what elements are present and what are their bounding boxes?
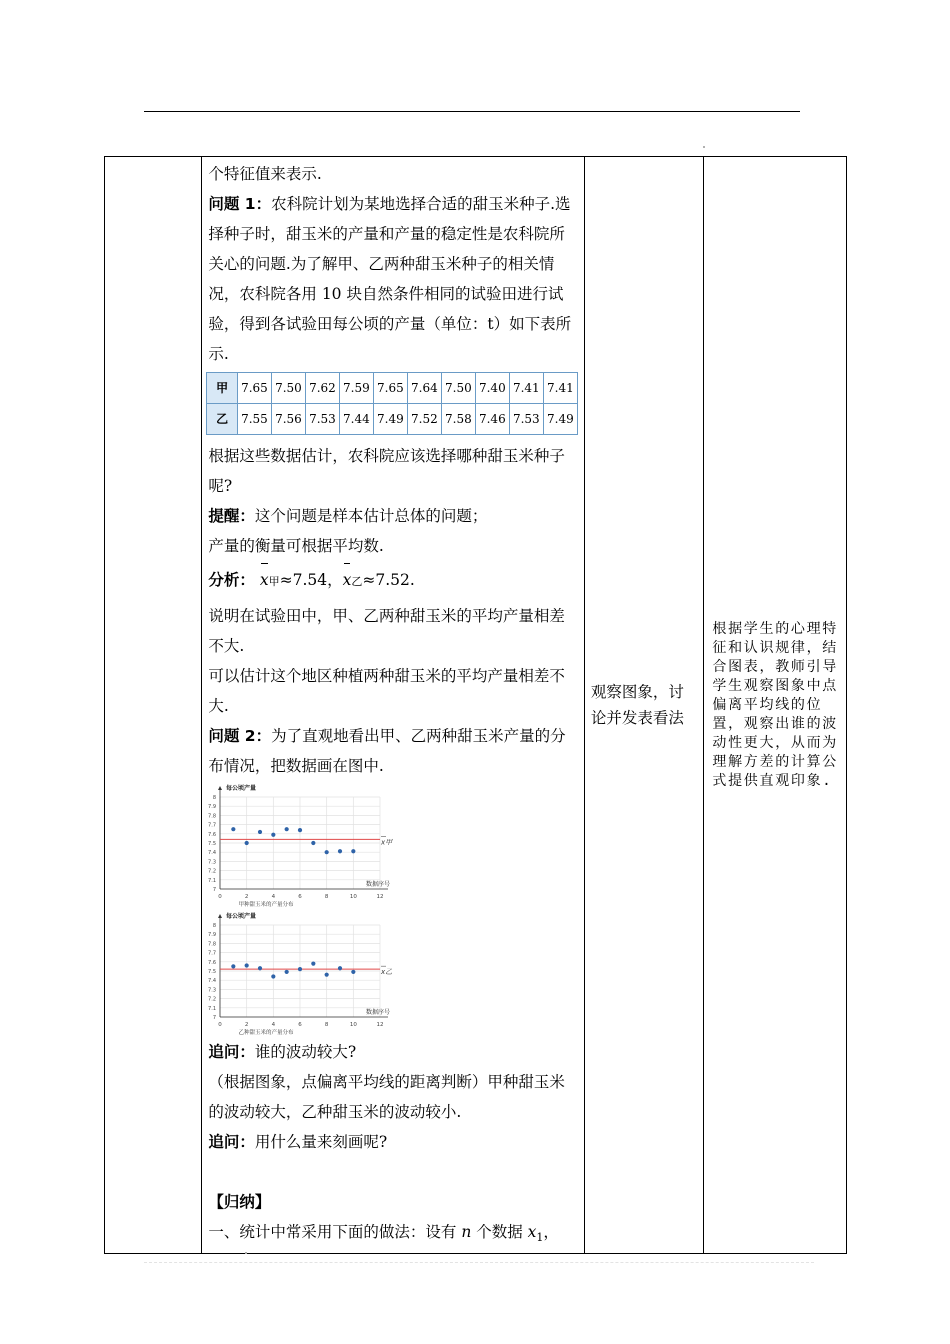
- x-tick-label: 2: [245, 1022, 249, 1028]
- followup-1: [208, 1037, 578, 1067]
- data-point: [325, 973, 329, 977]
- question-1-ask: 根据这些数据估计，农科院应该选择哪种甜玉米种子呢?: [208, 447, 565, 495]
- intro-tail: 个特征值来表示.: [208, 165, 322, 183]
- hint-line-1: [208, 501, 578, 531]
- data-point: [325, 850, 329, 854]
- x-tick-label: 2: [245, 894, 249, 900]
- analysis-formula: [208, 561, 578, 601]
- data-point: [352, 970, 356, 974]
- data-point: [338, 966, 342, 970]
- data-point: [258, 830, 262, 834]
- lesson-table: [104, 156, 847, 1254]
- summary-text-c: ，: [543, 1223, 559, 1241]
- followup-2-label: 追问：: [208, 1133, 255, 1151]
- summary-text-b: 个数据: [471, 1223, 528, 1241]
- x-tick-label: 6: [298, 1022, 303, 1028]
- yield-cell: 7.64: [407, 373, 441, 404]
- summary-x1-sub: 1: [536, 1231, 544, 1245]
- y-tick-label: 7.8: [208, 941, 217, 948]
- question-2: [208, 721, 578, 781]
- explain-1: 说明在试验田中，甲、乙两种甜玉米的平均产量相差不大.: [208, 607, 565, 655]
- blank-line: [208, 1157, 578, 1187]
- data-point: [232, 827, 236, 831]
- y-tick-label: 7.5: [208, 969, 217, 975]
- mean-value-a: ≈7.54，: [279, 571, 343, 589]
- yield-cell: 7.62: [305, 373, 339, 404]
- student-activity-text: 观察图象，讨论并发表看法: [590, 683, 684, 728]
- seed-row-yi: [207, 404, 578, 435]
- x-tick-label: 10: [350, 1022, 358, 1028]
- design-intent-text: 根据学生的心理特征和认识规律，结合图表，教师引导学生观察图象中点偏离平均线的位置，观察出谁的波动性更大，从而为理解方差的计算公式提供直观印象.: [712, 620, 838, 789]
- x-tick-label: 0: [218, 1022, 223, 1028]
- stage-cell: [105, 157, 202, 1254]
- yield-cell: 7.50: [441, 373, 475, 404]
- chart-caption: 甲种甜玉米的产量分布: [238, 902, 294, 908]
- x-tick-label: 4: [271, 894, 276, 900]
- y-tick-label: 7.9: [208, 932, 217, 939]
- yield-cell: 7.52: [407, 404, 441, 435]
- y-tick-label: 7.1: [208, 1005, 217, 1012]
- summary-text-a: 一、统计中常采用下面的做法：设有: [208, 1223, 462, 1241]
- hint-text-1: 这个问题是样本估计总体的问题；: [254, 507, 488, 525]
- data-point: [272, 833, 276, 837]
- header-dot: [703, 146, 705, 148]
- yield-cell: 7.58: [441, 404, 475, 435]
- teaching-content-cell: [202, 157, 585, 1254]
- mean-symbol-b: x: [343, 561, 352, 599]
- mean-sub-a: 甲: [268, 575, 280, 588]
- data-point: [258, 966, 262, 970]
- y-tick-label: 7.7: [208, 822, 217, 829]
- followup-2: [208, 1127, 578, 1157]
- hint-line-2: 产量的衡量可根据平均数.: [208, 537, 384, 555]
- data-point: [285, 970, 289, 974]
- y-tick-label: 7: [213, 887, 217, 893]
- data-point: [232, 964, 236, 968]
- data-point: [245, 841, 249, 845]
- y-tick-label: 7.6: [208, 959, 217, 966]
- yield-cell: 7.41: [509, 373, 543, 404]
- summary-text: [208, 1217, 578, 1253]
- x-tick-label: 4: [271, 1022, 276, 1028]
- chart-caption: 乙种甜玉米的产量分布: [238, 1030, 294, 1036]
- mean-symbol-a: x: [260, 561, 269, 599]
- student-activity-cell: [584, 157, 703, 1254]
- summary-n: n: [461, 1223, 472, 1241]
- y-tick-label: 7.3: [208, 859, 217, 866]
- data-point: [245, 963, 249, 967]
- seed-row-label: 甲: [207, 373, 238, 404]
- y-tick-label: 8: [213, 795, 217, 801]
- summary-label: 【归纳】: [208, 1193, 271, 1211]
- analysis-label: 分析：: [208, 571, 255, 589]
- x-tick-label: 10: [350, 894, 358, 900]
- footer-rule: [144, 1262, 814, 1263]
- yield-scatter-chart-jia: [200, 783, 410, 909]
- hint-label: 提醒：: [208, 507, 255, 525]
- yield-cell: 7.55: [237, 404, 271, 435]
- question-1: [208, 189, 578, 369]
- y-axis-arrow: [218, 914, 222, 918]
- yield-cell: 7.65: [237, 373, 271, 404]
- mean-line-label: x甲: [381, 838, 393, 847]
- x-tick-label: 8: [325, 894, 329, 900]
- data-point: [338, 849, 342, 853]
- yield-cell: 7.50: [271, 373, 305, 404]
- yield-cell: 7.49: [373, 404, 407, 435]
- header-rule: [144, 111, 800, 112]
- y-tick-label: 7.8: [208, 813, 217, 820]
- x-axis-label: 数据序号: [366, 881, 391, 888]
- x-tick-label: 8: [325, 1022, 329, 1028]
- footer-dot: [245, 1252, 247, 1254]
- mean-sub-b: 乙: [351, 575, 363, 588]
- yield-cell: 7.59: [339, 373, 373, 404]
- question-2-label: 问题 2：: [208, 727, 272, 745]
- data-point: [298, 828, 302, 832]
- question-1-label: 问题 1：: [208, 195, 272, 213]
- x-tick-label: 12: [376, 1022, 384, 1028]
- y-tick-label: 7.4: [208, 850, 217, 857]
- y-axis-label: 每公顷产量: [226, 913, 257, 920]
- yield-cell: 7.53: [509, 404, 543, 435]
- design-intent-cell: [704, 157, 847, 1254]
- question-2-text: 为了直观地看出甲、乙两种甜玉米产量的分布情况，把数据画在图中.: [208, 727, 566, 775]
- y-tick-label: 7.3: [208, 987, 217, 994]
- followup-1-answer: （根据图象，点偏离平均线的距离判断）甲种甜玉米的波动较大，乙种甜玉米的波动较小.: [208, 1073, 565, 1121]
- y-tick-label: 7.6: [208, 831, 217, 838]
- yield-cell: 7.56: [271, 404, 305, 435]
- yield-cell: 7.65: [373, 373, 407, 404]
- x-axis-label: 数据序号: [366, 1009, 391, 1016]
- mean-value-b: ≈7.52.: [362, 571, 415, 589]
- data-point: [312, 841, 316, 845]
- x-tick-label: 12: [376, 894, 384, 900]
- yield-cell: 7.44: [339, 404, 373, 435]
- data-point: [352, 849, 356, 853]
- data-point: [312, 962, 316, 966]
- y-tick-label: 7.4: [208, 978, 217, 985]
- yield-cell: 7.41: [543, 373, 577, 404]
- y-tick-label: 8: [213, 923, 217, 929]
- followup-1-text: 谁的波动较大?: [254, 1043, 357, 1061]
- explain-2: 可以估计这个地区种植两种甜玉米的平均产量相差不大.: [208, 667, 565, 715]
- y-tick-label: 7.5: [208, 841, 217, 847]
- yield-scatter-chart-yi: [200, 911, 410, 1037]
- summary-x1: x: [527, 1223, 537, 1241]
- followup-1-label: 追问：: [208, 1043, 255, 1061]
- yield-cell: 7.40: [475, 373, 509, 404]
- y-tick-label: 7.1: [208, 877, 217, 884]
- y-tick-label: 7.2: [208, 868, 217, 875]
- seed-row-jia: [207, 373, 578, 404]
- data-point: [285, 827, 289, 831]
- y-tick-label: 7.7: [208, 950, 217, 957]
- y-tick-label: 7.9: [208, 804, 217, 811]
- y-axis-label: 每公顷产量: [226, 785, 257, 792]
- mean-line-label: x乙: [381, 968, 393, 977]
- y-axis-arrow: [218, 786, 222, 790]
- question-1-text: 农科院计划为某地选择合适的甜玉米种子.选择种子时，甜玉米的产量和产量的稳定性是农科院所关心的问题.为了解甲、乙两种甜玉米种子的相关情况，农科院各用 10 块自然条件相同的试验田进行试验，得到各试验田每公顷的产量（单位：t）如下表所示.: [208, 195, 572, 363]
- y-tick-label: 7.2: [208, 996, 217, 1003]
- yield-cell: 7.46: [475, 404, 509, 435]
- y-tick-label: 7: [213, 1015, 217, 1021]
- x-tick-label: 0: [218, 894, 223, 900]
- seed-row-label: 乙: [207, 404, 238, 435]
- data-point: [298, 967, 302, 971]
- data-point: [272, 974, 276, 978]
- followup-2-text: 用什么量来刻画呢?: [254, 1133, 388, 1151]
- yield-cell: 7.53: [305, 404, 339, 435]
- x-tick-label: 6: [298, 894, 303, 900]
- yield-cell: 7.49: [543, 404, 577, 435]
- seed-yield-table: [206, 372, 578, 435]
